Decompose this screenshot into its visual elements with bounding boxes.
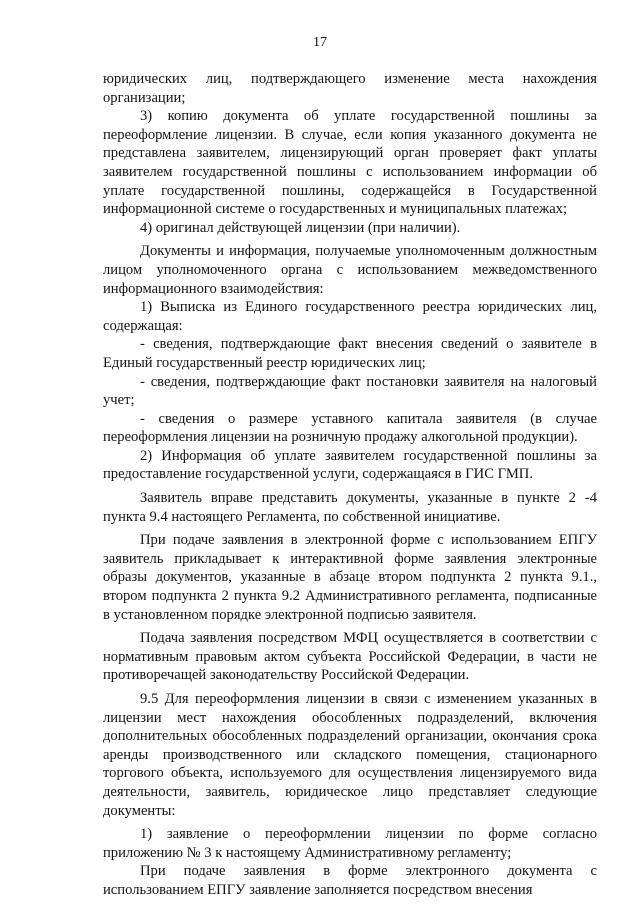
- paragraph: Заявитель вправе представить документы, указанные в пункте 2 -4 пункта 9.4 настоящего Регламента, по собственной инициативе.: [103, 490, 597, 525]
- paragraph: юридических лиц, подтверждающего изменение места нахождения организации;: [103, 71, 597, 106]
- paragraph: 1) Выписка из Единого государственного реестра юридических лиц, содержащая:: [103, 299, 597, 334]
- paragraph: 1) заявление о переоформлении лицензии по форме согласно приложению № 3 к настоящему Административному регламенту;: [103, 826, 597, 861]
- paragraph: При подаче заявления в электронной форме с использованием ЕПГУ заявитель прикладывает к интерактивной форме заявления электронные образы документов, указанные в абзаце втором подпункта 2 пункта 9.1., втором подпункта 2 пункта 9.2 Административного регламента, подписанные в установленном порядке электронной подписью заявителя.: [103, 532, 597, 623]
- paragraph: 9.5 Для переоформления лицензии в связи с изменением указанных в лицензии мест нахождения обособленных подразделений, включения дополнительных обособленных подразделений организации, окончания срока аренды производственного или складского помещения, стационарного торгового объекта, используемого для осуществления лицензируемого вида деятельности, заявитель, юридическое лицо представляет следующие документы:: [103, 691, 597, 819]
- paragraph: - сведения, подтверждающие факт постановки заявителя на налоговый учет;: [103, 373, 597, 409]
- paragraph: Документы и информация, получаемые уполномоченным должностным лицом уполномоченного органа с использованием межведомственного информационного взаимодействия:: [103, 243, 597, 297]
- document-body: [103, 70, 597, 900]
- paragraph: 3) копию документа об уплате государственной пошлины за переоформление лицензии. В случае, если копия указанного документа не представлена заявителем, лицензирующий орган проверяет факт уплаты заявителем государственной пошлины с использованием информации об уплате государственной пошлины, содержащейся в Государственной информационной системе о государственных и муниципальных платежах;: [103, 108, 597, 218]
- paragraph: - сведения о размере уставного капитала заявителя (в случае переоформления лицензии на розничную продажу алкогольной продукции).: [103, 410, 597, 446]
- paragraph: 2) Информация об уплате заявителем государственной пошлины за предоставление государственной услуги, содержащаяся в ГИС ГМП.: [103, 447, 597, 483]
- paragraph: При подаче заявления в форме электронного документа с использованием ЕПГУ заявление заполняется посредством внесения: [103, 863, 597, 898]
- paragraph: - сведения, подтверждающие факт внесения сведений о заявителе в Единый государственный реестр юридических лиц;: [103, 336, 597, 371]
- paragraph: 4) оригинал действующей лицензии (при наличии).: [140, 219, 461, 236]
- page-number: 17: [313, 35, 327, 50]
- paragraph: Подача заявления посредством МФЦ осуществляется в соответствии с нормативным правовым актом субъекта Российской Федерации, в части не противоречащей законодательству Российской Федерации.: [103, 630, 597, 684]
